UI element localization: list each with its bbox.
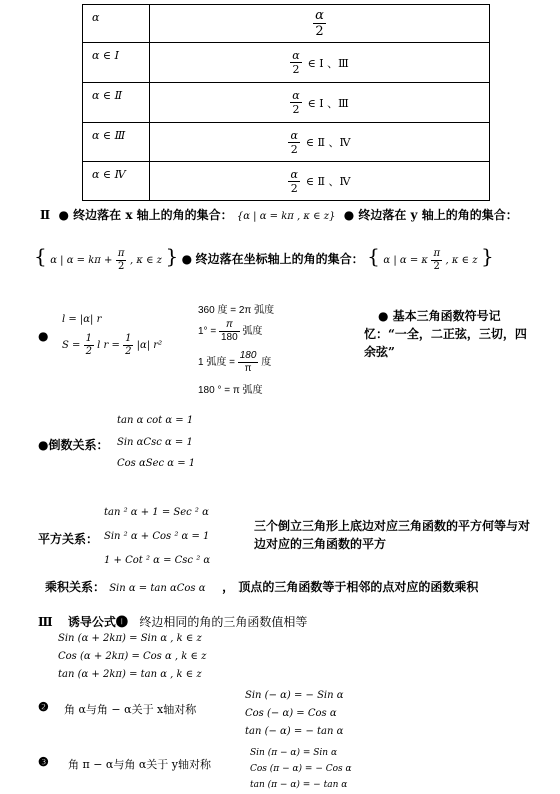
section-3-title: 诱导公式❶	[67, 615, 128, 629]
y-axis-set-label: 终边落在 y 轴上的角的集合：	[358, 208, 518, 222]
table-header-right	[150, 5, 490, 43]
square-note-line-2: 边对应的三角函数的平方	[254, 537, 387, 551]
coord-axis-set-label: 终边落在坐标轴上的角的集合：	[195, 252, 364, 266]
sign-mnemonic-line-2: 忆：“一全，二正弦，三切，四	[364, 327, 527, 341]
quadrant-result: ∈ Ⅰ 、Ⅲ	[307, 56, 349, 70]
coord-axis-set-a: α | α = κ	[383, 255, 428, 266]
product-line: 乘积关系： Sin α = tan αCos α ， 顶点的三角函数等于相邻的点对应的函数乘积	[45, 580, 479, 594]
half-angle-table	[82, 4, 490, 201]
reciprocal-eq-1: tan α cot α = 1	[117, 415, 194, 426]
bullet-icon: ●	[58, 208, 69, 222]
table-row-left: α ∈ Ⅱ	[83, 83, 150, 123]
bullet-icon: ●	[181, 252, 193, 266]
table-header-left: α	[83, 5, 150, 43]
table-row-left: α ∈ Ⅳ	[83, 162, 150, 201]
square-eq-1: tan ² α + 1 = Sec ² α	[104, 507, 209, 518]
product-eq: Sin α = tan αCos α	[109, 583, 206, 594]
bullet-icon: ●	[378, 309, 389, 323]
section-2-roman: Ⅱ	[40, 208, 51, 222]
square-label: 平方关系：	[38, 532, 99, 546]
quadrant-result: ∈ Ⅱ 、Ⅳ	[305, 175, 351, 188]
pi-over-2-fraction: $\frac{\pi}{2}$	[117, 247, 125, 272]
sign-mnemonic-line-1: ● 基本三角函数符号记	[378, 309, 501, 323]
arc-length-formula: l = |α| r	[62, 314, 102, 325]
alpha-half-fraction: $\frac{\alpha}{2}$	[315, 8, 324, 39]
reciprocal-label: ●倒数关系：	[38, 438, 109, 452]
sector-area-formula: S = $\frac{1}{2}$ l r = $\frac{1}{2}$ |α| r²	[62, 333, 163, 357]
coord-axis-set-b: , κ ∈ z	[445, 255, 478, 266]
table-row-left: α ∈ Ⅲ	[83, 123, 150, 162]
alpha-half-fraction: $\frac{\alpha}{2}$	[290, 167, 298, 195]
formula-2-line-3: tan (− α) = − tan α	[245, 726, 344, 737]
bullet-2-icon: ❷	[38, 700, 49, 714]
alpha-half-fraction: $\frac{\alpha}{2}$	[292, 89, 300, 116]
alpha-half-fraction: $\frac{\alpha}{2}$	[292, 49, 300, 76]
x-axis-set-label: 终边落在 x 轴上的角的集合：	[73, 208, 233, 222]
sign-mnemonic-line-3: 余弦”	[364, 345, 395, 359]
square-eq-3: 1 + Cot ² α = Csc ² α	[104, 555, 211, 566]
formula-1-line-3: tan (α + 2kπ) = tan α , k ∈ z	[58, 669, 202, 680]
formula-2-label: 角 α与角 − α关于 x轴对称	[64, 703, 197, 716]
pi-over-2-fraction: $\frac{\pi}{2}$	[433, 247, 441, 272]
alpha-half-fraction: $\frac{\alpha}{2}$	[290, 128, 298, 156]
product-label: 乘积关系：	[45, 580, 106, 594]
bullet-icon: ●	[38, 438, 49, 452]
formula-3-line-3: tan (π − α) = − tan α	[250, 780, 348, 790]
conversion-line-3: 1 弧度 = $\frac{180}{\pi}$ 度	[198, 350, 272, 374]
formula-3-line-2: Cos (π − α) = − Cos α	[250, 764, 352, 774]
quadrant-result: ∈ Ⅰ 、Ⅲ	[307, 96, 349, 110]
reciprocal-eq-2: Sin αCsc α = 1	[117, 437, 193, 448]
section-3-roman: Ⅲ	[38, 615, 53, 629]
x-axis-set-line: Ⅱ ● 终边落在 x 轴上的角的集合： {α | α = kπ , κ ∈ z} ● 终边落在 y 轴上的角的集合：	[40, 208, 518, 222]
formula-3-line-1: Sin (π − α) = Sin α	[250, 748, 338, 758]
formula-2-line-1: Sin (− α) = − Sin α	[245, 690, 344, 701]
y-axis-set-line: { α | α = kπ + $\frac{\pi}{2}$ , κ ∈ z } ● 终边落在坐标轴上的角的集合： { α | α = κ $\frac{\pi}{2}$ , κ ∈ z }	[34, 244, 494, 272]
table-row-left: α ∈ Ⅰ	[83, 43, 150, 83]
square-eq-2: Sin ² α + Cos ² α = 1	[104, 531, 210, 542]
bullet-icon: ●	[343, 208, 355, 222]
product-note: 顶点的三角函数等于相邻的点对应的函数乘积	[238, 580, 479, 594]
conversion-line-2: 1° = $\frac{\pi}{180}$ 弧度	[198, 319, 263, 343]
square-note-line-1: 三个倒立三角形上底边对应三角函数的平方何等与对	[254, 519, 531, 533]
x-axis-set: α | α = kπ , κ ∈ z	[243, 211, 329, 222]
formula-1-line-2: Cos (α + 2kπ) = Cos α , k ∈ z	[58, 651, 207, 662]
section-3-subtitle: 终边相同的角的三角函数值相等	[139, 615, 308, 629]
reciprocal-eq-3: Cos αSec α = 1	[117, 458, 196, 469]
conversion-line-1: 360 度 = 2π 弧度	[198, 305, 275, 316]
quadrant-result: ∈ Ⅱ 、Ⅳ	[305, 136, 351, 149]
table-row-right	[150, 43, 490, 83]
y-axis-set-b: , κ ∈ z	[129, 255, 162, 266]
formula-3-label: 角 π − α与角 α关于 y轴对称	[68, 758, 211, 771]
formula-2-line-2: Cos (− α) = Cos α	[245, 708, 337, 719]
table-row-right	[150, 83, 490, 123]
bullet-3-icon: ❸	[38, 755, 49, 769]
formula-1-line-1: Sin (α + 2kπ) = Sin α , k ∈ z	[58, 633, 202, 644]
table-row-right	[150, 123, 490, 162]
conversion-line-4: 180 ° = π 弧度	[198, 385, 263, 396]
section-3-heading	[38, 613, 307, 630]
table-row-right	[150, 162, 490, 201]
y-axis-set-a: α | α = kπ +	[50, 255, 113, 266]
bullet-icon: ●	[38, 329, 49, 343]
